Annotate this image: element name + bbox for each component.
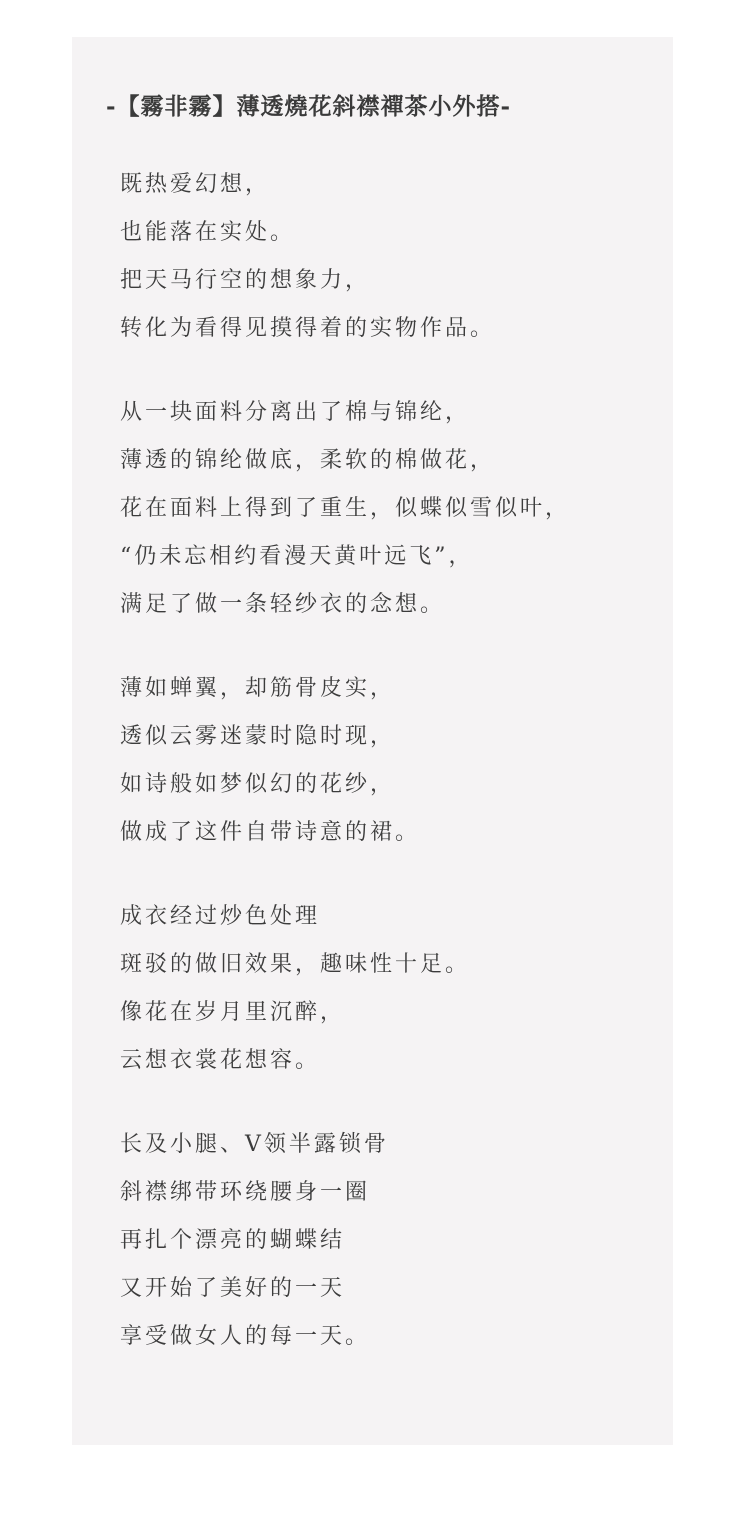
poem-line: 如诗般如梦似幻的花纱， <box>120 772 396 797</box>
poem-line: 享受做女人的每一天。 <box>120 1324 371 1349</box>
poem-line: 做成了这件自带诗意的裙。 <box>120 820 421 845</box>
poem-line: 从一块面料分离出了棉与锦纶， <box>120 400 471 425</box>
stanza-1 <box>120 167 660 347</box>
text-card <box>72 37 673 1445</box>
poem-line: 也能落在实处。 <box>120 220 296 245</box>
poem-line: 把天马行空的想象力， <box>120 268 371 293</box>
poem-line: 云想衣裳花想容。 <box>120 1048 321 1073</box>
stanza-5 <box>120 1127 660 1355</box>
poem-line: 转化为看得见摸得着的实物作品。 <box>120 316 496 341</box>
poem-line: 斜襟绑带环绕腰身一圈 <box>120 1180 371 1205</box>
poem-line: 像花在岁月里沉醉， <box>120 1000 346 1025</box>
poem-line: 薄如蝉翼，却筋骨皮实， <box>120 676 396 701</box>
stanza-4 <box>120 899 660 1079</box>
poem-line: 又开始了美好的一天 <box>120 1276 346 1301</box>
poem-line: 长及小腿、V领半露锁骨 <box>120 1132 389 1157</box>
poem-line: 透似云雾迷蒙时隐时现， <box>120 724 396 749</box>
poem-line: 斑驳的做旧效果，趣味性十足。 <box>120 952 471 977</box>
page-title: -【霧非霧】薄透燒花斜襟禪茶小外搭- <box>106 93 512 120</box>
poem-line: 花在面料上得到了重生，似蝶似雪似叶， <box>120 496 571 521</box>
stanza-3 <box>120 671 660 851</box>
poem-line: “仍未忘相约看漫天黄叶远飞”， <box>120 544 474 569</box>
stanza-2 <box>120 395 660 623</box>
poem-line: 成衣经过炒色处理 <box>120 904 321 929</box>
poem-line: 再扎个漂亮的蝴蝶结 <box>120 1228 346 1253</box>
poem-line: 薄透的锦纶做底，柔软的棉做花， <box>120 448 496 473</box>
poem-line: 满足了做一条轻纱衣的念想。 <box>120 592 446 617</box>
poem-line: 既热爱幻想， <box>120 172 271 197</box>
poem-body <box>120 167 660 1403</box>
